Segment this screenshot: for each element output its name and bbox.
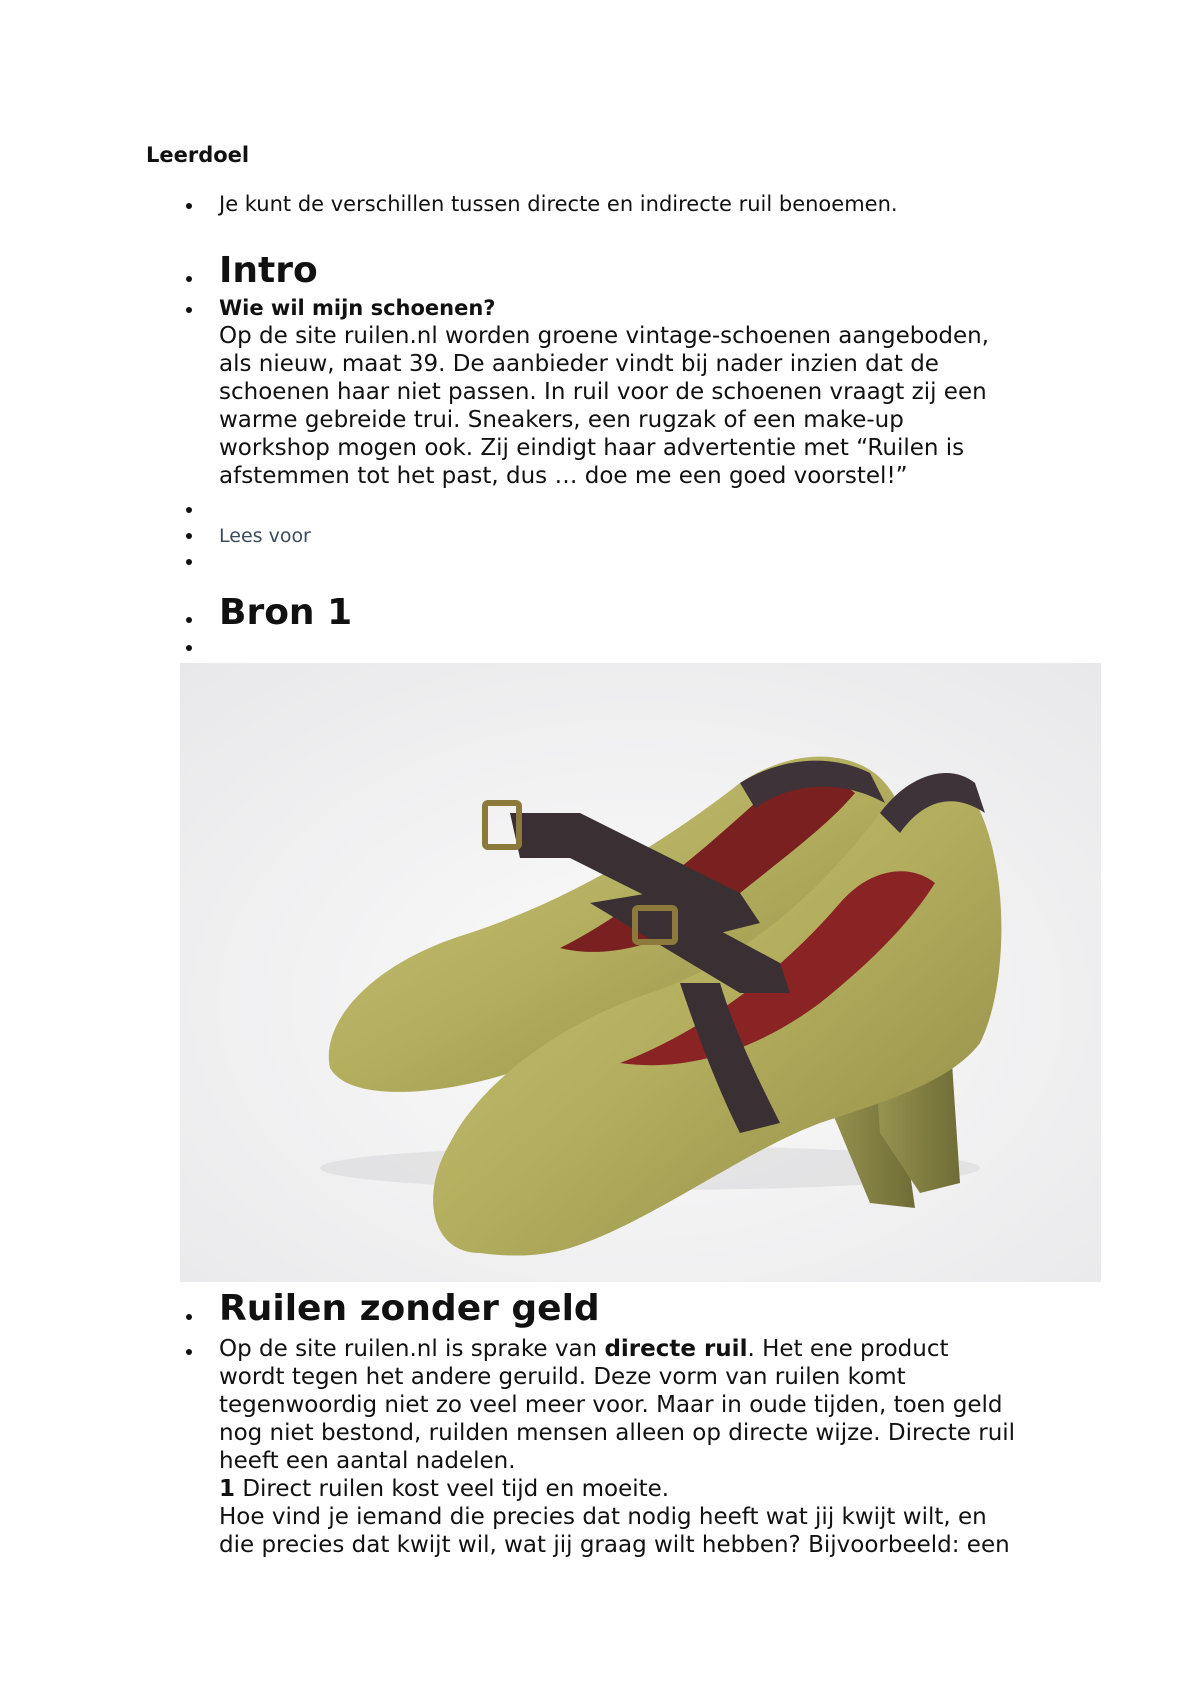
- directe-ruil-term: directe ruil: [604, 1336, 748, 1362]
- intro-line: workshop mogen ook. Zij eindigt haar advertentie met “Ruilen is: [219, 435, 965, 461]
- point-line: [219, 1475, 1099, 1503]
- learning-goal-text: Je kunt de verschillen tussen directe en indirecte ruil benoemen.: [219, 192, 898, 216]
- ruilen-heading: Ruilen zonder geld: [219, 1288, 600, 1329]
- point-number: 1: [219, 1476, 236, 1502]
- ruilen-line: tegenwoordig niet zo veel meer voor. Maar in oude tijden, toen geld: [219, 1392, 1003, 1418]
- ruilen-line: wordt tegen het andere geruild. Deze vorm van ruilen komt: [219, 1364, 906, 1390]
- shoes-illustration: [180, 663, 1101, 1282]
- bullet: [186, 645, 192, 651]
- bullet: [186, 203, 192, 209]
- bullet: [186, 276, 192, 282]
- text-span: Op de site ruilen.nl is sprake van: [219, 1336, 605, 1362]
- intro-line: warme gebreide trui. Sneakers, een rugzak of een make-up: [219, 407, 904, 433]
- intro-subheading: Wie wil mijn schoenen?: [219, 296, 496, 320]
- bullet: [186, 533, 192, 539]
- shoes-photo: [180, 663, 1101, 1282]
- intro-heading: Intro: [219, 250, 318, 291]
- intro-paragraph: [219, 322, 1099, 490]
- intro-line: Op de site ruilen.nl worden groene vintage-schoenen aangeboden,: [219, 323, 990, 349]
- bullet: [186, 507, 192, 513]
- intro-line: als nieuw, maat 39. De aanbieder vindt bij nader inzien dat de: [219, 351, 939, 377]
- ruilen-line: heeft een aantal nadelen.: [219, 1448, 516, 1474]
- intro-line: afstemmen tot het past, dus … doe me een goed voorstel!”: [219, 463, 908, 489]
- bullet: [186, 617, 192, 623]
- lees-voor-link[interactable]: Lees voor: [219, 525, 311, 547]
- bron-heading: Bron 1: [219, 592, 353, 633]
- bullet: [186, 307, 192, 313]
- ruilen-line: Hoe vind je iemand die precies dat nodig heeft wat jij kwijt wilt, en: [219, 1504, 987, 1530]
- ruilen-line: die precies dat kwijt wil, wat jij graag wilt hebben? Bijvoorbeeld: een: [219, 1532, 1010, 1558]
- bullet: [186, 1314, 192, 1320]
- bullet: [186, 1349, 192, 1355]
- text-span: . Het ene product: [747, 1336, 949, 1362]
- leerdoel-heading: Leerdoel: [146, 143, 250, 167]
- ruilen-paragraph: [219, 1335, 1099, 1559]
- intro-line: schoenen haar niet passen. In ruil voor de schoenen vraagt zij een: [219, 379, 987, 405]
- bullet: [186, 559, 192, 565]
- point-text: Direct ruilen kost veel tijd en moeite.: [235, 1476, 670, 1502]
- ruilen-line: nog niet bestond, ruilden mensen alleen op directe wijze. Directe ruil: [219, 1420, 1016, 1446]
- ruilen-first-line: [219, 1335, 1099, 1363]
